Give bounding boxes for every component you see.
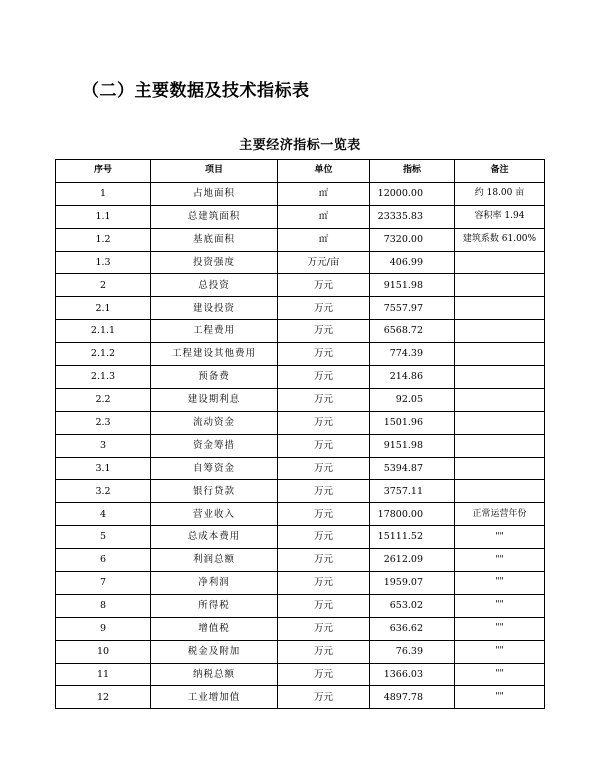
cell-item: 工程建设其他费用 — [151, 343, 278, 366]
cell-no: 2.1 — [56, 297, 151, 320]
cell-item: 总投资 — [151, 274, 278, 297]
cell-no: 2.1.3 — [56, 366, 151, 389]
cell-note — [455, 480, 545, 503]
cell-note — [455, 297, 545, 320]
cell-unit: 万元 — [278, 640, 370, 663]
cell-no: 2.2 — [56, 388, 151, 411]
cell-value: 15111.52 — [370, 526, 455, 549]
cell-value: 7320.00 — [370, 228, 455, 251]
cell-note: 建筑系数 61.00% — [455, 228, 545, 251]
cell-unit: 万元 — [278, 274, 370, 297]
cell-no: 8 — [56, 594, 151, 617]
cell-note — [455, 388, 545, 411]
cell-value: 4897.78 — [370, 686, 455, 709]
cell-unit: 万元 — [278, 343, 370, 366]
cell-no: 1.1 — [56, 205, 151, 228]
cell-item: 纳税总额 — [151, 663, 278, 686]
cell-note: "" — [455, 572, 545, 595]
cell-note: "" — [455, 594, 545, 617]
cell-unit: 万元 — [278, 617, 370, 640]
cell-item: 所得税 — [151, 594, 278, 617]
cell-unit: 万元 — [278, 503, 370, 526]
cell-value: 6568.72 — [370, 320, 455, 343]
cell-no: 2 — [56, 274, 151, 297]
cell-value: 5394.87 — [370, 457, 455, 480]
cell-no: 12 — [56, 686, 151, 709]
cell-unit: 万元 — [278, 480, 370, 503]
cell-note — [455, 366, 545, 389]
cell-no: 5 — [56, 526, 151, 549]
cell-no: 1.3 — [56, 251, 151, 274]
table-row — [56, 594, 545, 617]
table-row — [56, 549, 545, 572]
table-row — [56, 480, 545, 503]
cell-unit: 万元 — [278, 572, 370, 595]
cell-item: 基底面积 — [151, 228, 278, 251]
cell-unit: 万元 — [278, 526, 370, 549]
table-row — [56, 182, 545, 205]
cell-item: 自筹资金 — [151, 457, 278, 480]
cell-unit: 万元 — [278, 388, 370, 411]
column-header-note: 备注 — [455, 160, 545, 183]
cell-value: 2612.09 — [370, 549, 455, 572]
cell-item: 占地面积 — [151, 182, 278, 205]
table-row — [56, 251, 545, 274]
table-row — [56, 228, 545, 251]
cell-note: 正常运营年份 — [455, 503, 545, 526]
cell-note — [455, 411, 545, 434]
cell-item: 预备费 — [151, 366, 278, 389]
cell-unit: 万元 — [278, 549, 370, 572]
cell-note — [455, 457, 545, 480]
cell-note — [455, 251, 545, 274]
cell-unit: 万元 — [278, 434, 370, 457]
cell-value: 406.99 — [370, 251, 455, 274]
cell-note — [455, 343, 545, 366]
cell-value: 774.39 — [370, 343, 455, 366]
cell-unit: 万元/亩 — [278, 251, 370, 274]
cell-unit: 万元 — [278, 594, 370, 617]
cell-no: 7 — [56, 572, 151, 595]
table-row — [56, 572, 545, 595]
column-header-no: 序号 — [56, 160, 151, 183]
cell-unit: 万元 — [278, 366, 370, 389]
cell-item: 投资强度 — [151, 251, 278, 274]
cell-note: "" — [455, 686, 545, 709]
column-header-item: 项目 — [151, 160, 278, 183]
column-header-unit: 单位 — [278, 160, 370, 183]
cell-note: 容积率 1.94 — [455, 205, 545, 228]
cell-note — [455, 434, 545, 457]
cell-unit: ㎡ — [278, 205, 370, 228]
table-row — [56, 503, 545, 526]
table-body — [56, 182, 545, 708]
cell-no: 3.2 — [56, 480, 151, 503]
cell-note: "" — [455, 549, 545, 572]
cell-value: 214.86 — [370, 366, 455, 389]
cell-item: 工业增加值 — [151, 686, 278, 709]
cell-item: 营业收入 — [151, 503, 278, 526]
cell-no: 2.1.1 — [56, 320, 151, 343]
cell-value: 1366.03 — [370, 663, 455, 686]
cell-unit: 万元 — [278, 320, 370, 343]
table-row — [56, 274, 545, 297]
cell-no: 1 — [56, 182, 151, 205]
table-row — [56, 686, 545, 709]
cell-value: 636.62 — [370, 617, 455, 640]
cell-value: 1501.96 — [370, 411, 455, 434]
cell-value: 92.05 — [370, 388, 455, 411]
cell-item: 建设期利息 — [151, 388, 278, 411]
cell-no: 1.2 — [56, 228, 151, 251]
cell-no: 9 — [56, 617, 151, 640]
cell-item: 利润总额 — [151, 549, 278, 572]
cell-unit: 万元 — [278, 457, 370, 480]
cell-no: 2.3 — [56, 411, 151, 434]
cell-unit: 万元 — [278, 686, 370, 709]
column-header-value: 指标 — [370, 160, 455, 183]
table-header-row — [56, 160, 545, 183]
cell-value: 76.39 — [370, 640, 455, 663]
cell-unit: ㎡ — [278, 182, 370, 205]
cell-item: 增值税 — [151, 617, 278, 640]
cell-value: 3757.11 — [370, 480, 455, 503]
table-caption: 主要经济指标一览表 — [239, 138, 361, 153]
table-row — [56, 663, 545, 686]
cell-no: 3 — [56, 434, 151, 457]
cell-no: 6 — [56, 549, 151, 572]
cell-unit: ㎡ — [278, 228, 370, 251]
cell-item: 税金及附加 — [151, 640, 278, 663]
cell-item: 净利润 — [151, 572, 278, 595]
table-row — [56, 366, 545, 389]
cell-no: 4 — [56, 503, 151, 526]
table-row — [56, 320, 545, 343]
cell-no: 10 — [56, 640, 151, 663]
table-row — [56, 343, 545, 366]
table-row — [56, 388, 545, 411]
table-row — [56, 411, 545, 434]
cell-value: 1959.07 — [370, 572, 455, 595]
cell-item: 总建筑面积 — [151, 205, 278, 228]
cell-no: 2.1.2 — [56, 343, 151, 366]
cell-value: 9151.98 — [370, 434, 455, 457]
cell-note: "" — [455, 663, 545, 686]
table-row — [56, 297, 545, 320]
cell-unit: 万元 — [278, 411, 370, 434]
cell-item: 流动资金 — [151, 411, 278, 434]
cell-note — [455, 320, 545, 343]
cell-item: 建设投资 — [151, 297, 278, 320]
cell-note: 约 18.00 亩 — [455, 182, 545, 205]
table-row — [56, 640, 545, 663]
table-row — [56, 457, 545, 480]
cell-note: "" — [455, 526, 545, 549]
cell-item: 工程费用 — [151, 320, 278, 343]
economic-indicators-table — [55, 159, 545, 709]
table-row — [56, 205, 545, 228]
cell-item: 资金筹措 — [151, 434, 278, 457]
table-row — [56, 526, 545, 549]
section-heading: （二）主要数据及技术指标表 — [82, 81, 310, 101]
cell-no: 11 — [56, 663, 151, 686]
cell-value: 9151.98 — [370, 274, 455, 297]
cell-item: 银行贷款 — [151, 480, 278, 503]
table-row — [56, 434, 545, 457]
cell-note: "" — [455, 617, 545, 640]
cell-value: 653.02 — [370, 594, 455, 617]
cell-note: "" — [455, 640, 545, 663]
cell-value: 7557.97 — [370, 297, 455, 320]
cell-no: 3.1 — [56, 457, 151, 480]
cell-unit: 万元 — [278, 663, 370, 686]
cell-value: 12000.00 — [370, 182, 455, 205]
cell-value: 23335.83 — [370, 205, 455, 228]
cell-note — [455, 274, 545, 297]
table-row — [56, 617, 545, 640]
cell-item: 总成本费用 — [151, 526, 278, 549]
cell-unit: 万元 — [278, 297, 370, 320]
cell-value: 17800.00 — [370, 503, 455, 526]
